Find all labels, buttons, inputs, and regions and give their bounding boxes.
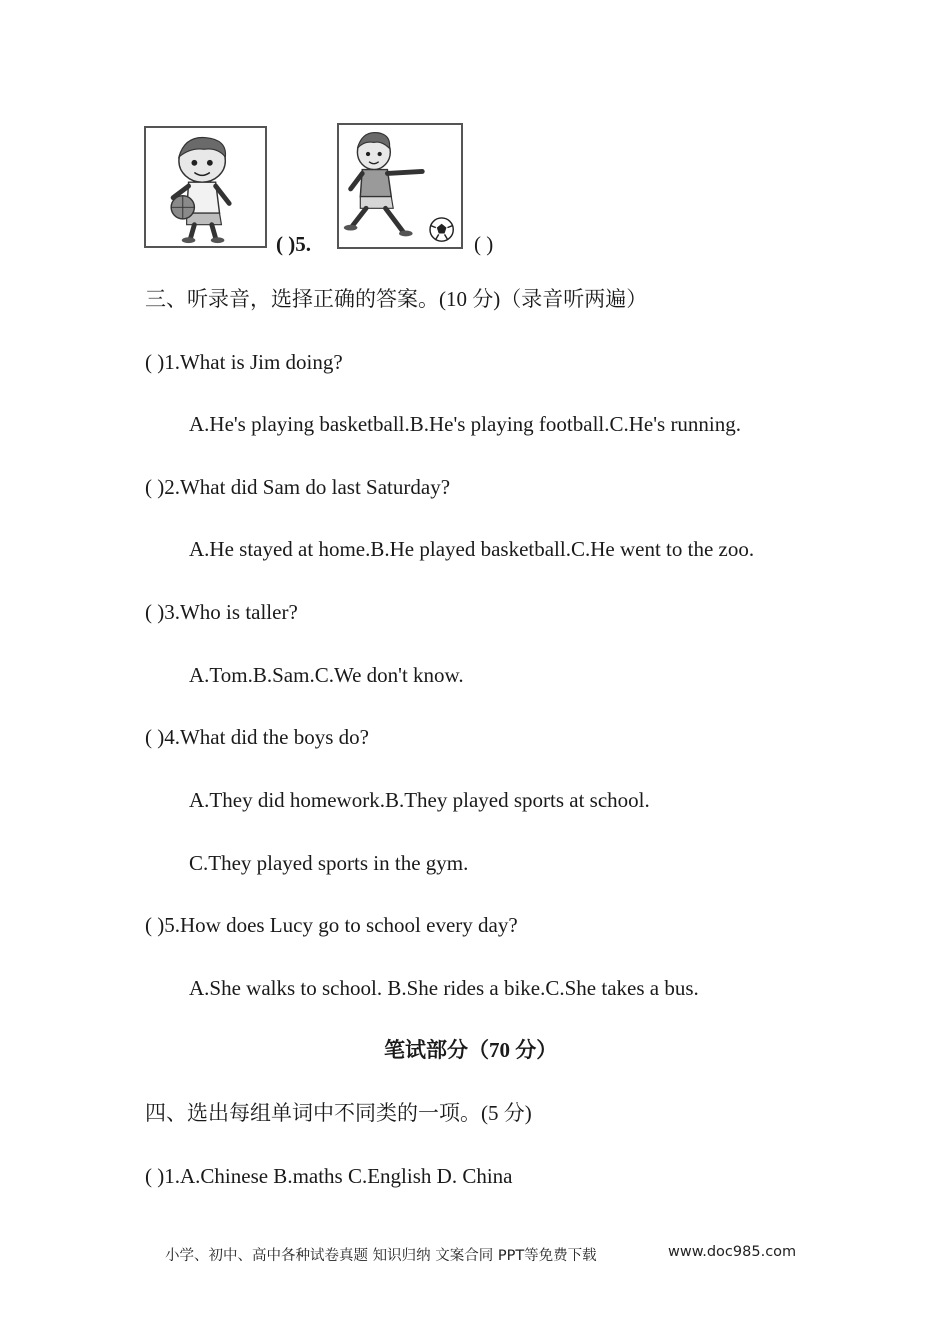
question-options: C.They played sports in the gym.: [189, 851, 469, 875]
question-options: A.Tom.B.Sam.C.We don't know.: [189, 663, 464, 687]
question-stem: ( )3.Who is taller?: [145, 600, 298, 624]
basketball-boy-picture: [144, 126, 267, 248]
written-part-title: 笔试部分（70 分）: [384, 1038, 558, 1062]
question-options: A.He stayed at home.B.He played basketball.C.He went to the zoo.: [189, 537, 755, 561]
bracket-question-4: ( )5.: [276, 232, 311, 256]
question-options: A.She walks to school. B.She rides a bike.C.She takes a bus.: [189, 976, 699, 1000]
question-stem: ( )5.How does Lucy go to school every day?: [145, 913, 518, 937]
question-stem: ( )4.What did the boys do?: [145, 725, 369, 749]
question-stem: ( )2.What did Sam do last Saturday?: [145, 475, 451, 499]
section3-title: 三、听录音，选择正确的答案。(10 分)（录音听两遍）: [145, 287, 648, 311]
section4-title: 四、选出每组单词中不同类的一项。(5 分): [145, 1101, 532, 1125]
footer-url[interactable]: www.doc985.com: [668, 1244, 797, 1260]
footer-text: 小学、初中、高中各种试卷真题 知识归纳 文案合同 PPT等免费下载: [165, 1248, 597, 1264]
football-boy-illustration: [339, 125, 461, 247]
football-boy-picture: [337, 123, 463, 249]
question-stem: ( )1.A.Chinese B.maths C.English D. China: [145, 1164, 513, 1188]
question-options: A.He's playing basketball.B.He's playing football.C.He's running.: [189, 412, 742, 436]
bracket-question-5: ( ): [474, 232, 494, 256]
question-options: A.They did homework.B.They played sports at school.: [189, 788, 650, 812]
question-stem: ( )1.What is Jim doing?: [145, 350, 343, 374]
basketball-boy-illustration: [146, 128, 265, 246]
